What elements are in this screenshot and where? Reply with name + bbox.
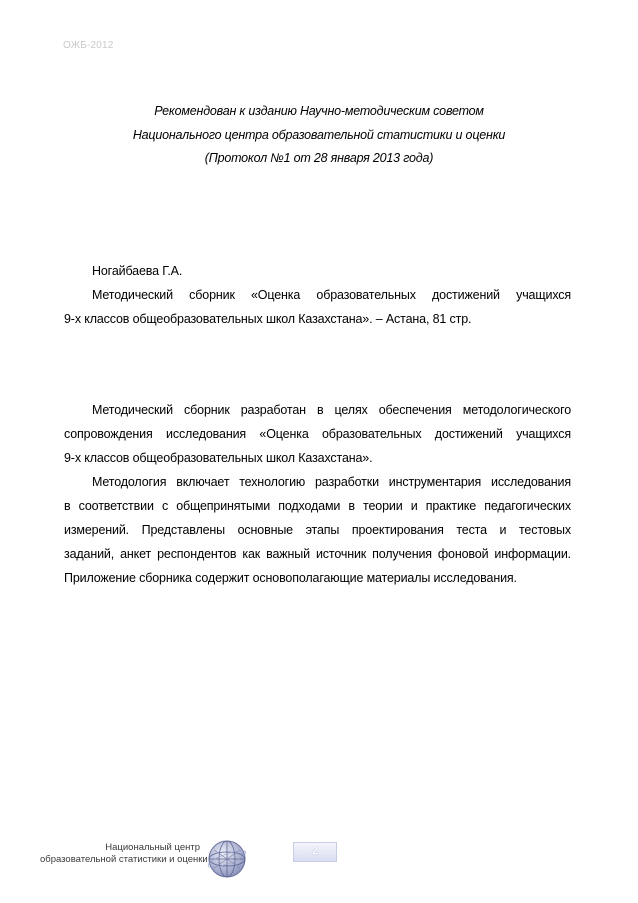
abstract-block	[64, 398, 571, 590]
organization-name-line: Национальный центр	[105, 842, 200, 853]
bibliography-block	[64, 259, 571, 331]
abstract-line: заданий, анкет респондентов как важный источник получения фоновой информации.	[64, 547, 571, 561]
abstract-line: Приложение сборника содержит основополагающие материалы исследования.	[64, 571, 517, 585]
abstract-line: 9-х классов общеобразовательных школ Казахстана».	[64, 451, 373, 465]
page-footer	[0, 818, 638, 903]
author-name: Ногайбаева Г.А.	[92, 264, 183, 278]
bibliography-line: Методический сборник «Оценка образовательных достижений учащихся	[92, 288, 571, 302]
header-mark: ОЖБ-2012	[63, 40, 114, 51]
globe-logo-icon	[206, 838, 248, 880]
approval-line: Национального центра образовательной статистики и оценки	[132, 127, 506, 142]
organization-name-line: образовательной статистики и оценки	[40, 854, 208, 865]
abstract-line: Методический сборник разработан в целях обеспечения методологического	[92, 403, 571, 417]
organization-name	[40, 842, 208, 866]
approval-line: (Протокол №1 от 28 января 2013 года)	[204, 151, 434, 165]
abstract-line: сопровождения исследования «Оценка образовательных достижений учащихся	[64, 427, 571, 441]
bibliography-line: 9-х классов общеобразовательных школ Казахстана». – Астана, 81 стр.	[64, 312, 472, 326]
abstract-line: Методология включает технологию разработки инструментария исследования	[92, 475, 571, 489]
page-number-badge: 2	[293, 842, 337, 862]
abstract-line: в соответствии с общепринятыми подходами в теории и практике педагогических	[64, 499, 571, 513]
approval-block	[60, 100, 578, 171]
approval-line: Рекомендован к изданию Научно-методическим советом	[154, 104, 484, 118]
abstract-line: измерений. Представлены основные этапы проектирования теста и тестовых	[64, 523, 571, 537]
